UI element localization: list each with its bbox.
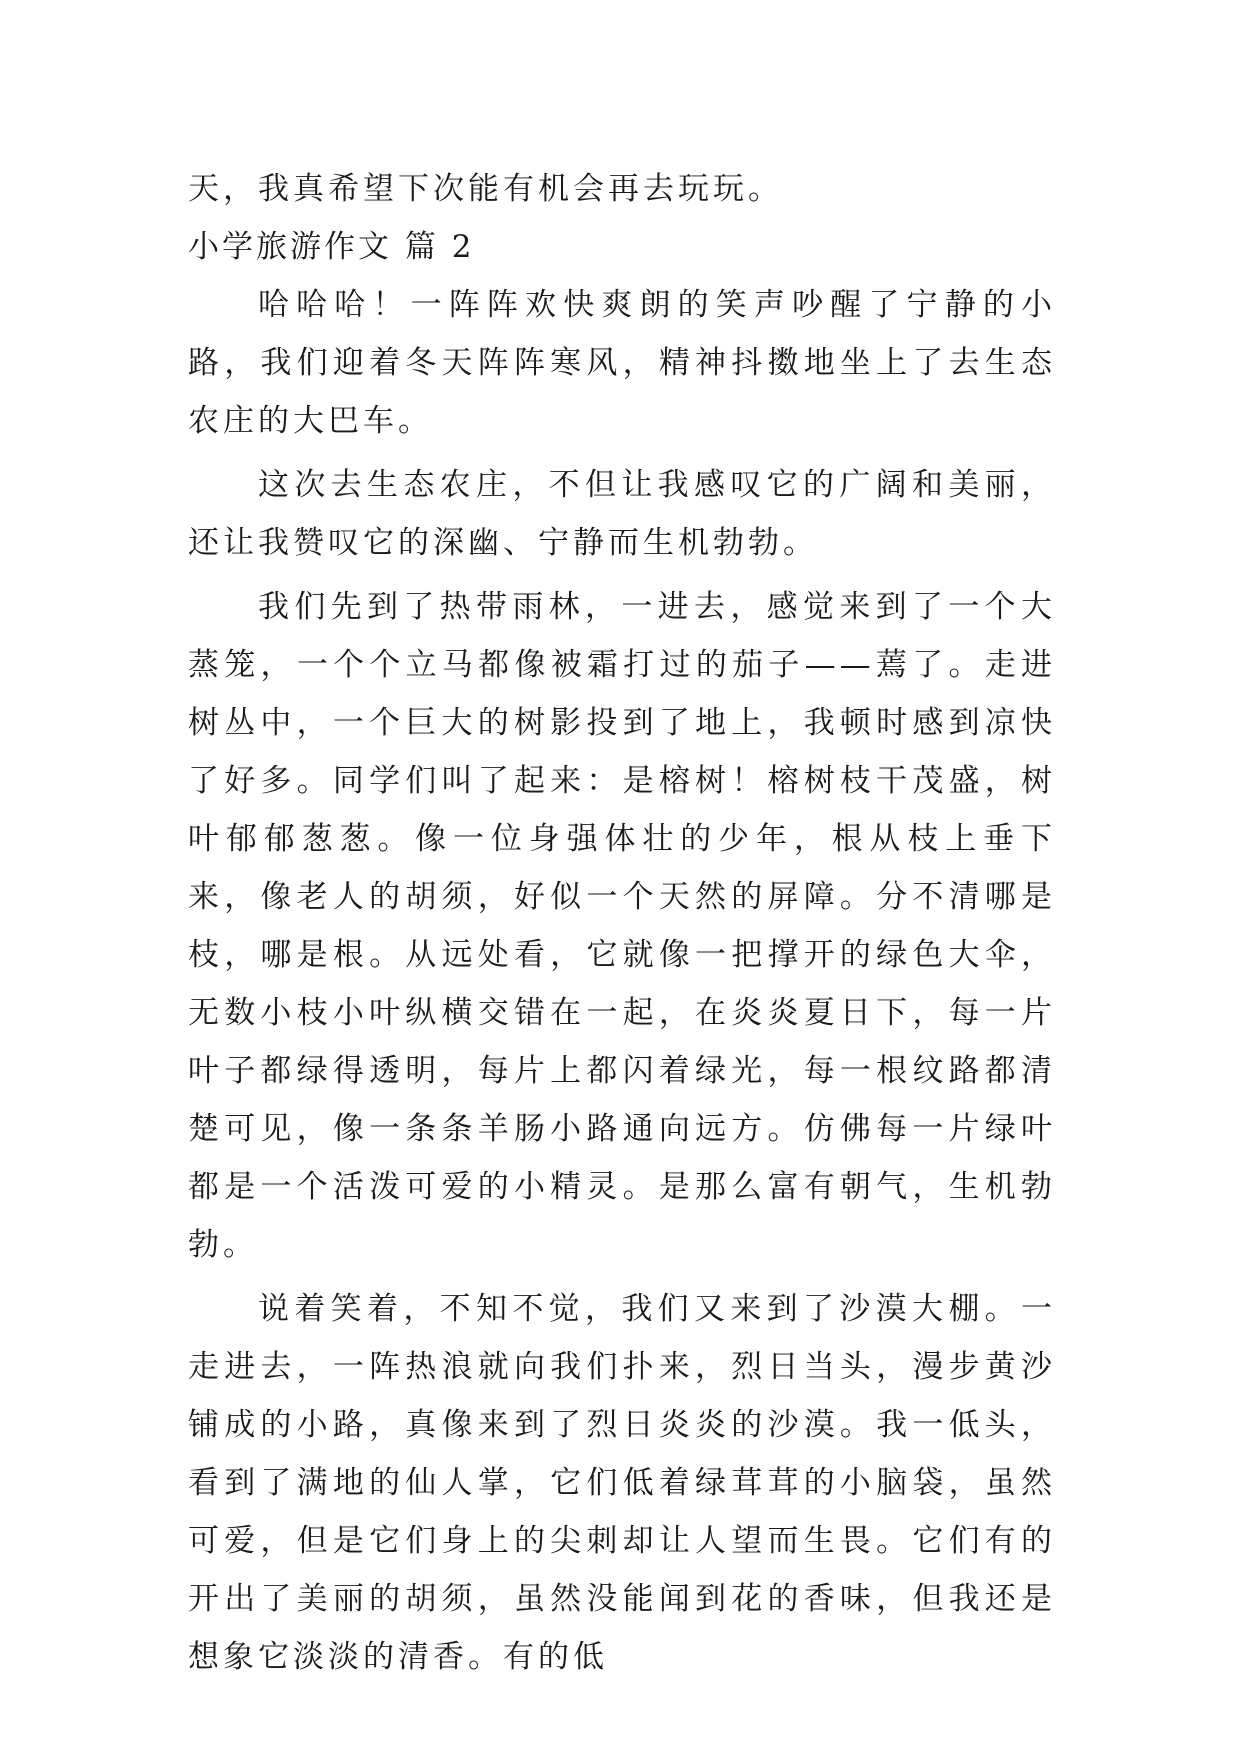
section-title: 小学旅游作文 篇 2 (188, 229, 475, 265)
paragraph-2: 这次去生态农庄，不但让我感叹它的广阔和美丽，还让我赞叹它的深幽、宁静而生机勃勃。 (188, 467, 1056, 561)
paragraph-1: 哈哈哈！一阵阵欢快爽朗的笑声吵醒了宁静的小路，我们迎着冬天阵阵寒风，精神抖擞地坐上了去生态农庄的大巴车。 (188, 287, 1056, 439)
document-body (188, 160, 1056, 1686)
paragraph-3: 我们先到了热带雨林，一进去，感觉来到了一个大蒸笼，一个个立马都像被霜打过的茄子——蔫了。走进树丛中，一个巨大的树影投到了地上，我顿时感到凉快了好多。同学们叫了起来：是榕树！榕树枝干茂盛，树叶郁郁葱葱。像一位身强体壮的少年，根从枝上垂下来，像老人的胡须，好似一个天然的屏障。分不清哪是枝，哪是根。从远处看，它就像一把撑开的绿色大伞，无数小枝小叶纵横交错在一起，在炎炎夏日下，每一片叶子都绿得透明，每片上都闪着绿光，每一根纹路都清楚可见，像一条条羊肠小路通向远方。仿佛每一片绿叶都是一个活泼可爱的小精灵。是那么富有朝气，生机勃勃。 (188, 589, 1056, 1263)
paragraph-4: 说着笑着，不知不觉，我们又来到了沙漠大棚。一走进去，一阵热浪就向我们扑来，烈日当头，漫步黄沙铺成的小路，真像来到了烈日炎炎的沙漠。我一低头，看到了满地的仙人掌，它们低着绿茸茸的小脑袋，虽然可爱，但是它们身上的尖刺却让人望而生畏。它们有的开出了美丽的胡须，虽然没能闻到花的香味，但我还是想象它淡淡的清香。有的低 (188, 1291, 1056, 1675)
continuation-line: 天，我真希望下次能有机会再去玩玩。 (188, 171, 783, 207)
